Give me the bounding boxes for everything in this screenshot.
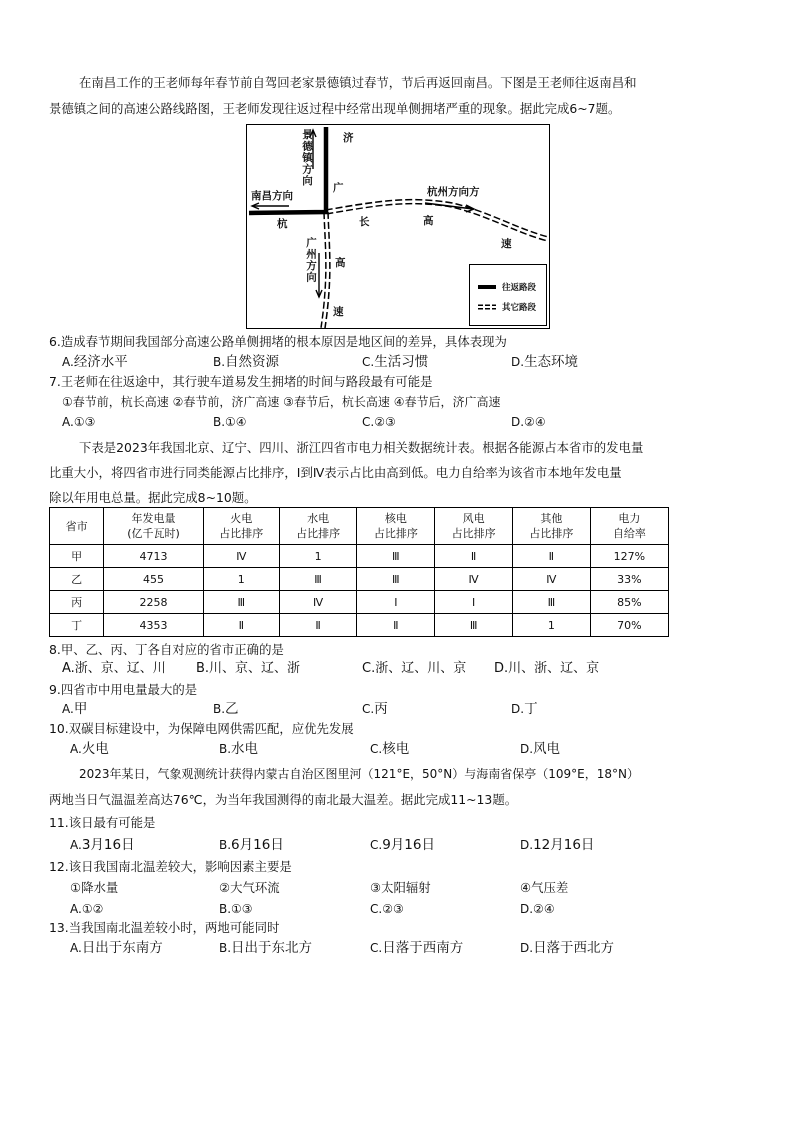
label-gao-east: 高 bbox=[423, 215, 434, 227]
q8-option-a[interactable]: A.浙、京、辽、川 bbox=[62, 661, 166, 676]
highway-map bbox=[246, 124, 550, 329]
label-ji: 济 bbox=[343, 132, 354, 144]
q13-option-a[interactable]: A.日出于东南方 bbox=[70, 940, 163, 956]
table-cell: 丙 bbox=[50, 591, 104, 614]
legend-round-trip: 往返路段 bbox=[502, 283, 537, 293]
th-self-sufficiency: 电力 自给率 bbox=[590, 508, 668, 545]
q13-stem: 13.当我国南北温差较小时，两地可能同时 bbox=[49, 920, 280, 935]
table-cell: 丁 bbox=[50, 614, 104, 637]
table-cell: Ⅲ bbox=[513, 591, 591, 614]
th-wind: 风电 占比排序 bbox=[435, 508, 513, 545]
table-row bbox=[50, 545, 669, 568]
q6-option-d[interactable]: D.生态环境 bbox=[511, 354, 579, 370]
q8-stem: 8.甲、乙、丙、丁各自对应的省市正确的是 bbox=[49, 642, 284, 657]
table-cell: Ⅲ bbox=[203, 591, 279, 614]
q13-option-c[interactable]: C.日落于西南方 bbox=[370, 940, 464, 956]
table-cell: 455 bbox=[104, 568, 204, 591]
label-hangzhou-direction: 杭州方向方 bbox=[427, 186, 480, 198]
q12-option-b[interactable]: B.①③ bbox=[219, 902, 253, 916]
power-data-table bbox=[49, 507, 669, 637]
q6-option-b[interactable]: B.自然资源 bbox=[213, 354, 280, 370]
table-row bbox=[50, 591, 669, 614]
th-other: 其他 占比排序 bbox=[513, 508, 591, 545]
table-cell: 85% bbox=[590, 591, 668, 614]
table-cell: 2258 bbox=[104, 591, 204, 614]
th-thermal: 火电 占比排序 bbox=[203, 508, 279, 545]
q12-option-d[interactable]: D.②④ bbox=[520, 902, 555, 916]
table-cell: 1 bbox=[203, 568, 279, 591]
q7-option-a[interactable]: A.①③ bbox=[62, 415, 96, 429]
q7-option-c[interactable]: C.②③ bbox=[362, 415, 396, 429]
q12-item-4: ④气压差 bbox=[520, 880, 569, 895]
q13-option-b[interactable]: B.日出于东北方 bbox=[219, 940, 313, 956]
table-cell: 1 bbox=[513, 614, 591, 637]
q12-option-c[interactable]: C.②③ bbox=[370, 902, 404, 916]
table-cell: 4713 bbox=[104, 545, 204, 568]
q11-option-b[interactable]: B.6月16日 bbox=[219, 837, 284, 853]
table-header-row bbox=[50, 508, 669, 545]
q6-option-a[interactable]: A.经济水平 bbox=[62, 354, 128, 370]
table-row bbox=[50, 614, 669, 637]
th-nuclear: 核电 占比排序 bbox=[357, 508, 435, 545]
table-cell: Ⅱ bbox=[279, 614, 357, 637]
table-cell: Ⅲ bbox=[357, 568, 435, 591]
table-cell: 甲 bbox=[50, 545, 104, 568]
label-hang: 杭 bbox=[277, 218, 288, 230]
table-cell: Ⅲ bbox=[279, 568, 357, 591]
table-cell: Ⅳ bbox=[279, 591, 357, 614]
q8-option-b[interactable]: B.川、京、辽、浙 bbox=[196, 661, 301, 676]
label-nanchang-direction: 南昌方向 bbox=[251, 190, 293, 202]
th-generation: 年发电量 (亿千瓦时) bbox=[104, 508, 204, 545]
intro3-line2: 两地当日气温温差高达76℃，为当年我国测得的南北最大温差。据此完成11~13题。 bbox=[49, 792, 518, 807]
intro2-line2: 比重大小，将四省市进行同类能源占比排序，Ⅰ到Ⅳ表示占比由高到低。电力自给率为该省市本地年发电量 bbox=[49, 465, 622, 480]
q9-option-a[interactable]: A.甲 bbox=[62, 701, 88, 717]
table-cell: Ⅰ bbox=[357, 591, 435, 614]
q9-option-c[interactable]: C.丙 bbox=[362, 701, 388, 717]
q12-item-3: ③太阳辐射 bbox=[370, 880, 431, 895]
q8-option-d[interactable]: D.川、浙、辽、京 bbox=[494, 661, 600, 676]
intro3-line1: 2023年某日，气象观测统计获得内蒙古自治区图里河（121°E，50°N）与海南省保亭（109°E，18°N） bbox=[79, 767, 640, 781]
table-cell: Ⅱ bbox=[357, 614, 435, 637]
q10-option-c[interactable]: C.核电 bbox=[370, 741, 410, 757]
table-cell: Ⅱ bbox=[435, 545, 513, 568]
q7-option-b[interactable]: B.①④ bbox=[213, 415, 247, 429]
q12-stem: 12.该日我国南北温差较大，影响因素主要是 bbox=[49, 859, 292, 874]
label-su-south: 速 bbox=[333, 306, 344, 318]
th-province: 省市 bbox=[50, 508, 104, 545]
table-cell: Ⅱ bbox=[513, 545, 591, 568]
q13-option-d[interactable]: D.日落于西北方 bbox=[520, 940, 615, 956]
intro1-line2: 景德镇之间的高速公路线路图，王老师发现往返过程中经常出现单侧拥堵严重的现象。据此完成6~7题。 bbox=[49, 101, 621, 116]
table-row bbox=[50, 568, 669, 591]
q10-option-d[interactable]: D.风电 bbox=[520, 741, 561, 757]
q6-stem: 6.造成春节期间我国部分高速公路单侧拥堵的根本原因是地区间的差异，具体表现为 bbox=[49, 334, 507, 349]
label-guangzhou-direction: 广州方向 bbox=[305, 237, 317, 283]
intro1-line1: 在南昌工作的王老师每年春节前自驾回老家景德镇过春节，节后再返回南昌。下图是王老师往返南昌和 bbox=[79, 75, 637, 90]
q11-option-a[interactable]: A.3月16日 bbox=[70, 837, 135, 853]
q9-option-b[interactable]: B.乙 bbox=[213, 701, 239, 717]
table-cell: Ⅱ bbox=[203, 614, 279, 637]
q9-option-d[interactable]: D.丁 bbox=[511, 701, 538, 717]
intro2-line1: 下表是2023年我国北京、辽宁、四川、浙江四省市电力相关数据统计表。根据各能源占本省市的发电量 bbox=[79, 440, 644, 455]
intro2-line3: 除以年用电总量。据此完成8~10题。 bbox=[49, 490, 257, 505]
table-cell: 1 bbox=[279, 545, 357, 568]
table-cell: Ⅲ bbox=[357, 545, 435, 568]
th-hydro: 水电 占比排序 bbox=[279, 508, 357, 545]
q11-option-d[interactable]: D.12月16日 bbox=[520, 837, 595, 853]
label-jingdezhen-direction: 景德镇方向 bbox=[301, 129, 313, 187]
table-cell: 70% bbox=[590, 614, 668, 637]
label-guang: 广 bbox=[333, 182, 344, 194]
table-cell: Ⅳ bbox=[435, 568, 513, 591]
q11-option-c[interactable]: C.9月16日 bbox=[370, 837, 435, 853]
q10-option-a[interactable]: A.火电 bbox=[70, 741, 109, 757]
q10-option-b[interactable]: B.水电 bbox=[219, 741, 259, 757]
label-gao-south: 高 bbox=[335, 257, 346, 269]
table-cell: 33% bbox=[590, 568, 668, 591]
q12-option-a[interactable]: A.①② bbox=[70, 902, 104, 916]
q9-stem: 9.四省市中用电量最大的是 bbox=[49, 682, 198, 697]
q7-items: ①春节前，杭长高速 ②春节前，济广高速 ③春节后，杭长高速 ④春节后，济广高速 bbox=[62, 395, 501, 409]
q10-stem: 10.双碳目标建设中，为保障电网供需匹配，应优先发展 bbox=[49, 721, 354, 736]
table-cell: Ⅲ bbox=[435, 614, 513, 637]
q8-option-c[interactable]: C.浙、辽、川、京 bbox=[362, 661, 467, 676]
map-legend bbox=[469, 264, 547, 326]
legend-other: 其它路段 bbox=[502, 303, 537, 313]
table-cell: Ⅳ bbox=[513, 568, 591, 591]
q7-stem: 7.王老师在往返途中，其行驶车道易发生拥堵的时间与路段最有可能是 bbox=[49, 374, 433, 389]
label-chang: 长 bbox=[359, 216, 370, 228]
table-cell: 127% bbox=[590, 545, 668, 568]
table-cell: Ⅰ bbox=[435, 591, 513, 614]
table-cell: 乙 bbox=[50, 568, 104, 591]
q12-item-2: ②大气环流 bbox=[219, 880, 280, 895]
q12-item-1: ①降水量 bbox=[70, 880, 119, 895]
table-cell: 4353 bbox=[104, 614, 204, 637]
table-cell: Ⅳ bbox=[203, 545, 279, 568]
label-su-east: 速 bbox=[501, 238, 512, 250]
q7-option-d[interactable]: D.②④ bbox=[511, 415, 546, 429]
q11-stem: 11.该日最有可能是 bbox=[49, 815, 156, 830]
q6-option-c[interactable]: C.生活习惯 bbox=[362, 354, 429, 370]
